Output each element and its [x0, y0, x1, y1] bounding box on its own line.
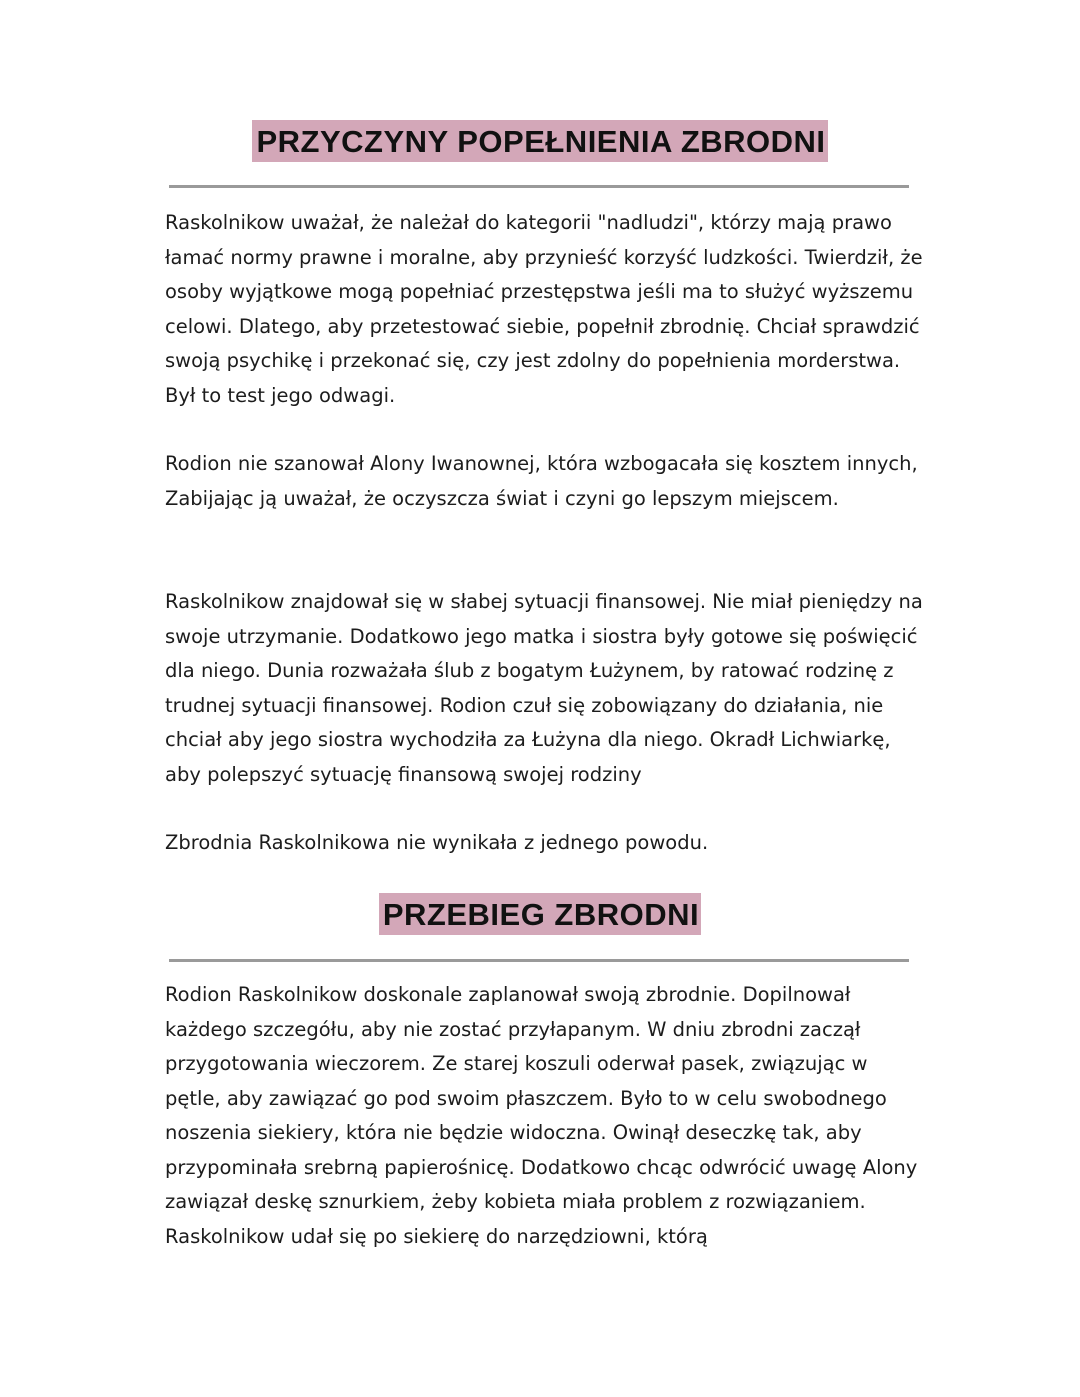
section1-heading-wrap	[0, 120, 1080, 162]
section1-paragraph-1: Raskolnikow uważał, że należał do kategorii "nadludzi", którzy mają prawo łamać normy prawne i moralne, aby przynieść korzyść ludzkości. Twierdził, że osoby wyjątkowe mogą popełniać przestępstwa jeśli ma to służyć wyższemu celowi. Dlatego, aby przetestować siebie, popełnił zbrodnię. Chciał sprawdzić swoją psychikę i przekonać się, czy jest zdolny do popełnienia morderstwa. Był to test jego odwagi.	[165, 211, 923, 407]
section2-divider	[169, 959, 909, 962]
section2-heading: PRZEBIEG ZBRODNI	[379, 893, 701, 935]
section1-divider	[169, 185, 909, 188]
section2-paragraph-1: Rodion Raskolnikow doskonale zaplanował swoją zbrodnie. Dopilnował każdego szczegółu, aby nie zostać przyłapanym. W dniu zbrodni zaczął przygotowania wieczorem. Ze starej koszuli oderwał pasek, związując w pętle, aby zawiązać go pod swoim płaszczem. Było to w celu swobodnego noszenia siekiery, która nie będzie widoczna. Owinął deseczkę tak, aby przypominała srebrną papierośnicę. Dodatkowo chcąc odwrócić uwagę Alony zawiązał deskę sznurkiem, żeby kobieta miała problem z rozwiązaniem. Raskolnikow udał się po siekierę do narzędziowni, którą	[165, 983, 918, 1248]
section1-paragraph-4: Zbrodnia Raskolnikowa nie wynikała z jednego powodu.	[165, 831, 709, 854]
section1-heading: PRZYCZYNY POPEŁNIENIA ZBRODNI	[252, 120, 827, 162]
section1-paragraph-2: Rodion nie szanował Alony Iwanownej, która wzbogacała się kosztem innych, Zabijając ją uważał, że oczyszcza świat i czyni go lepszym miejscem.	[165, 452, 918, 510]
section2-heading-wrap	[0, 893, 1080, 935]
section1-paragraph-3: Raskolnikow znajdował się w słabej sytuacji finansowej. Nie miał pieniędzy na swoje utrzymanie. Dodatkowo jego matka i siostra były gotowe się poświęcić dla niego. Dunia rozważała ślub z bogatym Łużynem, by ratować rodzinę z trudnej sytuacji finansowej. Rodion czuł się zobowiązany do działania, nie chciał aby jego siostra wychodziła za Łużyna dla niego. Okradł Lichwiarkę, aby polepszyć sytuację finansową swojej rodziny	[165, 590, 923, 786]
